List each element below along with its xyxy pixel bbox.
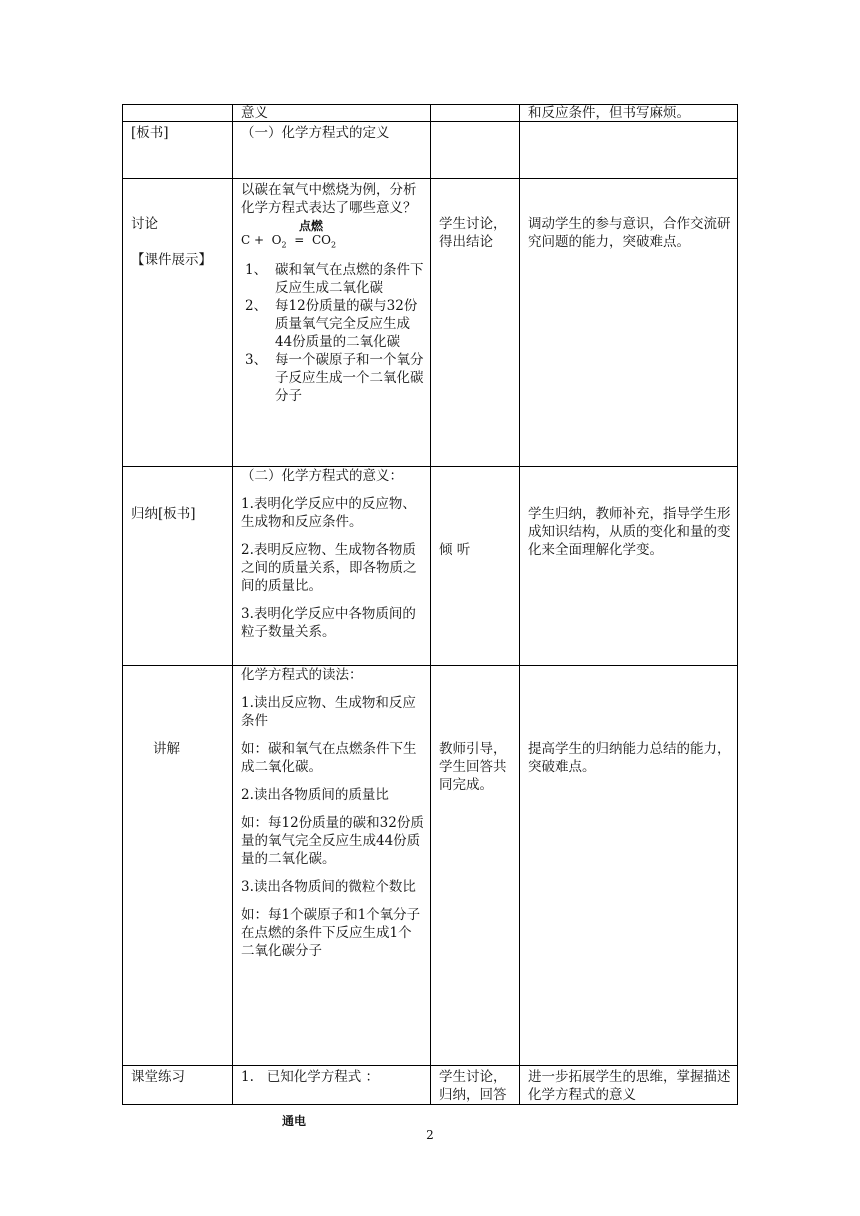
- cell-text: 以碳在氧气中燃烧为例，分析化学方程式表达了哪些意义？: [241, 182, 417, 216]
- table-cell: [233, 122, 431, 178]
- table-cell: [520, 122, 737, 178]
- table-cell: [123, 179, 233, 466]
- table-cell: [431, 666, 520, 1065]
- page-number: 2: [426, 1128, 434, 1142]
- cell-text: 学生讨论，得出结论: [439, 216, 507, 250]
- cell-text: 倾 听: [439, 542, 471, 558]
- reaction-condition-label: 通电: [282, 1114, 307, 1128]
- cell-text: 意义: [241, 105, 268, 121]
- cell-text: [板书]: [131, 125, 169, 141]
- table-cell: [123, 122, 233, 178]
- table-cell: [520, 179, 737, 466]
- cell-text: 如：每12份质量的碳和32份质量的氧气完全反应生成44份质量的二氧化碳。: [241, 815, 424, 867]
- cell-text: 化学方程式的读法：: [241, 667, 363, 683]
- table-cell: [233, 179, 431, 466]
- table-cell: [233, 105, 431, 121]
- cell-text: 和反应条件，但书写麻烦。: [528, 105, 690, 121]
- table-cell: [520, 467, 737, 665]
- table-cell: [431, 122, 520, 178]
- table-cell: [520, 105, 737, 121]
- cell-text: 2.读出各物质间的质量比: [241, 787, 389, 803]
- cell-text: 如：每1个碳原子和1个氧分子在点燃的条件下反应生成1个二氧化碳分子: [241, 907, 421, 959]
- table-cell: [431, 1066, 520, 1104]
- table-row: [122, 104, 738, 122]
- reaction-condition: 点燃: [299, 219, 324, 233]
- table-cell: [520, 1066, 737, 1104]
- table-row: [122, 179, 738, 467]
- cell-text: 调动学生的参与意识，合作交流研究问题的能力，突破难点。: [528, 216, 731, 250]
- cell-text: 进一步拓展学生的思维，掌握描述化学方程式的意义: [528, 1069, 731, 1103]
- table-row: [122, 467, 738, 666]
- cell-text: 1.读出反应物、生成物和反应条件: [241, 695, 416, 729]
- cell-text: 学生归纳，教师补充，指导学生形成知识结构，从质的变化和量的变化来全面理解化学变。: [528, 506, 731, 558]
- cell-text: 归纳[板书]: [131, 506, 196, 522]
- cell-text: 1. 已知化学方程式 ：: [241, 1069, 380, 1085]
- cell-text: （二）化学方程式的意义：: [241, 468, 403, 484]
- list-item: 3、 每一个碳原子和一个氧分子反应生成一个二氧化碳分子: [245, 352, 424, 404]
- meaning-list: [241, 261, 424, 405]
- chemical-equation: [241, 217, 424, 251]
- cell-text: 2.表明反应物、生成物各物质之间的质量关系，即各物质之间的质量比。: [241, 542, 417, 594]
- lesson-plan-table: [122, 104, 738, 1105]
- table-cell: [431, 467, 520, 665]
- table-cell: [123, 666, 233, 1065]
- cell-text: （一）化学方程式的定义: [241, 125, 390, 141]
- table-row: [122, 666, 738, 1066]
- table-cell: [123, 467, 233, 665]
- list-item: 1、 碳和氧气在点燃的条件下反应生成二氧化碳: [245, 262, 424, 296]
- table-cell: [123, 1066, 233, 1104]
- cell-text: 3.读出各物质间的微粒个数比: [241, 879, 416, 895]
- cell-text: 1.表明化学反应中的反应物、生成物和反应条件。: [241, 496, 416, 530]
- equation-line: $C + O_2 = CO_2$: [241, 233, 337, 250]
- cell-text: 【课件展示】: [131, 252, 212, 268]
- cell-text: 如：碳和氧气在点燃条件下生成二氧化碳。: [241, 741, 417, 775]
- cell-text: 3.表明化学反应中各物质间的粒子数量关系。: [241, 606, 416, 640]
- cell-text: 讨论: [131, 216, 158, 232]
- table-cell: [233, 467, 431, 665]
- cell-text: 讲解: [153, 741, 180, 757]
- cell-text: 教师引导，学生回答共同完成。: [439, 741, 507, 793]
- cell-text: 学生讨论，归纳，回答: [439, 1069, 507, 1103]
- table-cell: [123, 105, 233, 121]
- table-cell: [520, 666, 737, 1065]
- cell-text: 提高学生的归纳能力总结的能力，突破难点。: [528, 741, 731, 775]
- table-cell: [431, 179, 520, 466]
- table-cell: [431, 105, 520, 121]
- cell-text: 课堂练习: [131, 1069, 185, 1085]
- table-cell: [233, 1066, 431, 1104]
- table-row: [122, 122, 738, 179]
- list-item: 2、 每12份质量的碳与32份质量氧气完全反应生成44份质量的二氧化碳: [245, 298, 418, 350]
- table-row: [122, 1066, 738, 1105]
- table-cell: [233, 666, 431, 1065]
